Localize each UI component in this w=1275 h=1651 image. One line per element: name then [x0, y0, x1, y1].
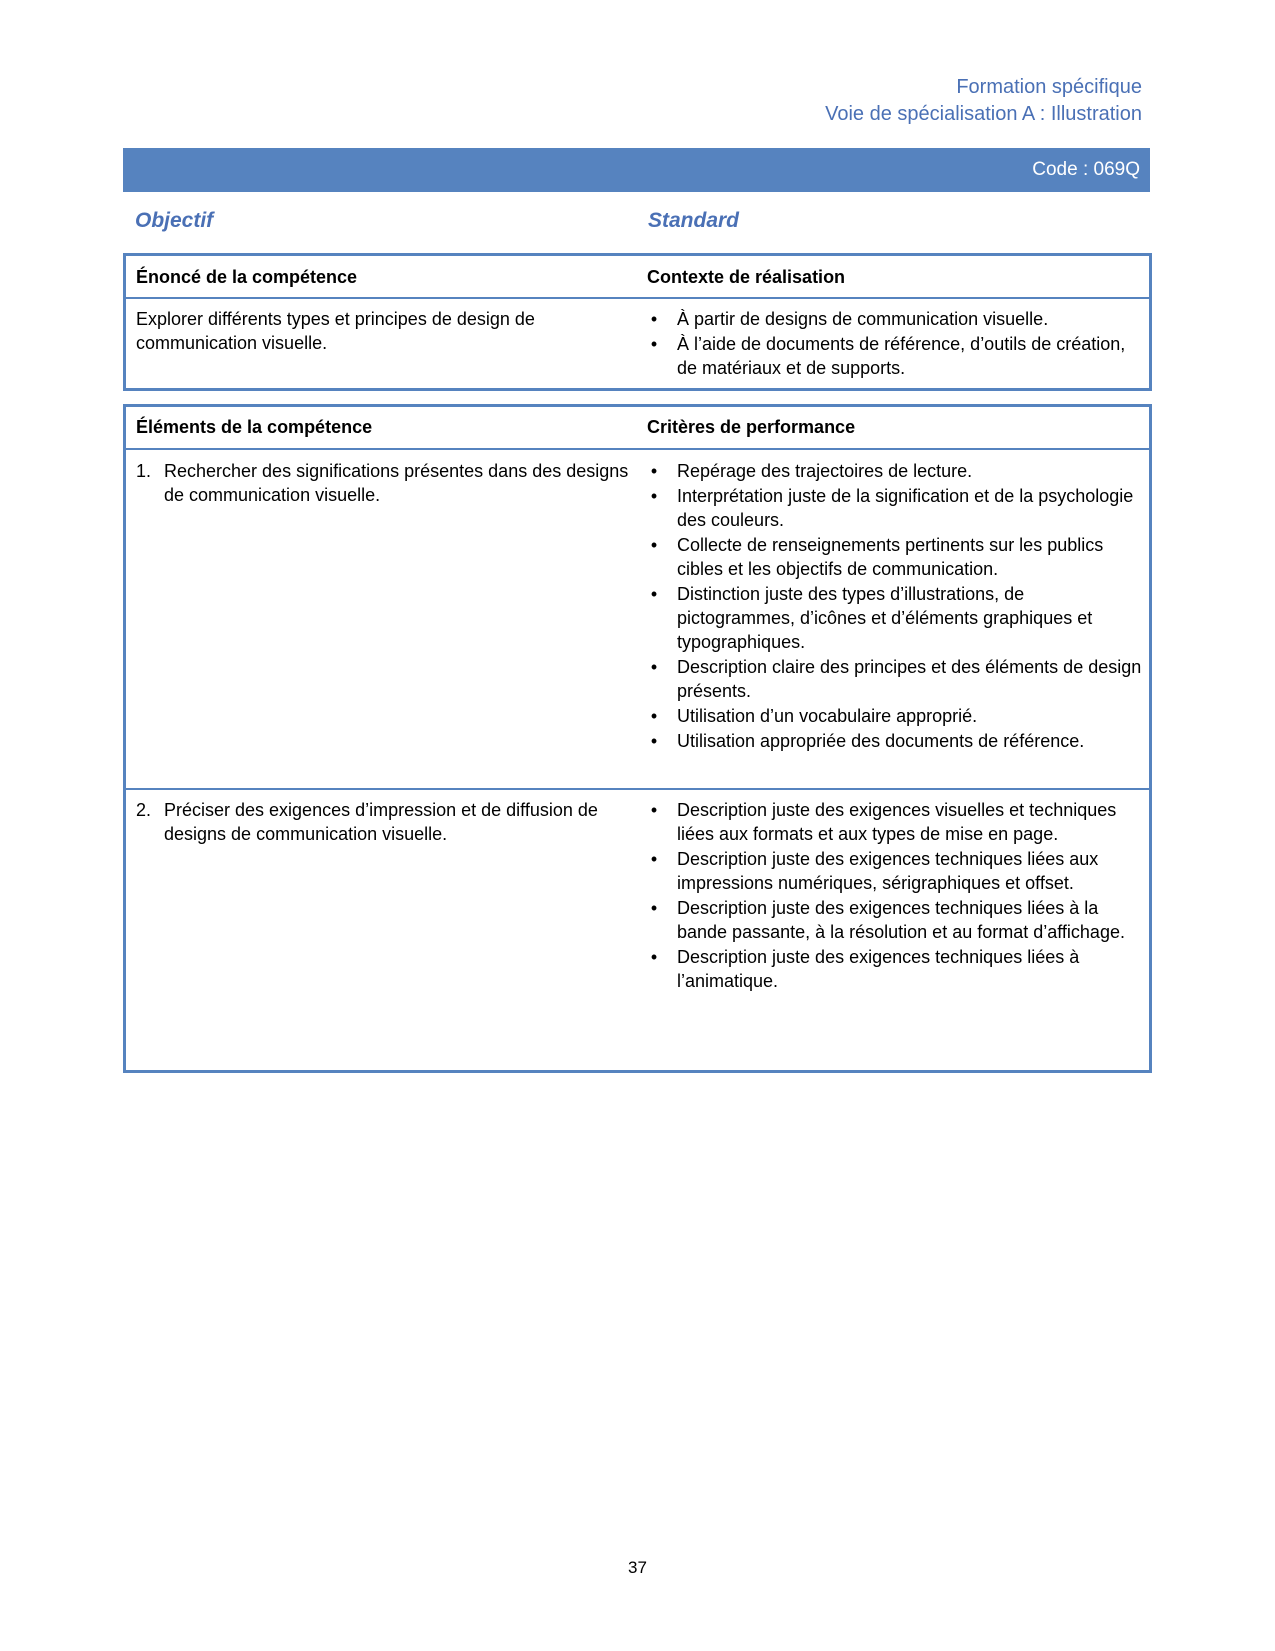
list-item: • Utilisation d’un vocabulaire approprié. [647, 704, 1142, 728]
list-item: • Utilisation appropriée des documents de référence. [647, 729, 1142, 753]
competence-statement-header: Énoncé de la compétence [136, 267, 358, 287]
list-item: • À l’aide de documents de référence, d’outils de création, de matériaux et de supports. [647, 332, 1142, 380]
element-number: 2. [136, 800, 152, 820]
criteria-list-2 [647, 798, 1142, 994]
bullet-icon: • [650, 584, 658, 604]
bullet-icon: • [650, 535, 658, 555]
criteria-header: Critères de performance [647, 417, 856, 437]
element-number: 1. [136, 461, 152, 481]
standard-heading: Standard [648, 209, 740, 232]
element-2 [136, 798, 634, 846]
list-item: • Description juste des exigences techniques liées aux impressions numériques, sérigraphiques et offset. [647, 847, 1142, 895]
bullet-icon: • [650, 309, 658, 329]
code-bar [123, 148, 1150, 192]
bullet-icon: • [650, 461, 658, 481]
bullet-icon: • [650, 947, 658, 967]
code-label: Code : 069Q [1032, 159, 1140, 180]
page-number: 37 [628, 1558, 647, 1577]
bullet-icon: • [650, 657, 658, 677]
bullet-icon: • [650, 898, 658, 918]
list-item: • Description juste des exigences techniques liées à l’animatique. [647, 945, 1142, 993]
program-title: Formation spécifique [956, 76, 1142, 98]
competence-table [123, 253, 1152, 391]
specialization-title: Voie de spécialisation A : Illustration [825, 103, 1142, 125]
list-item: • À partir de designs de communication visuelle. [647, 307, 1142, 331]
bullet-icon: • [650, 706, 658, 726]
bullet-icon: • [650, 849, 658, 869]
list-item: • Description claire des principes et des éléments de design présents. [647, 655, 1142, 703]
row-divider [126, 788, 1149, 790]
bullet-icon: • [650, 731, 658, 751]
list-item: • Description juste des exigences visuelles et techniques liées aux formats et aux types de mise en page. [647, 798, 1142, 846]
competence-statement: Explorer différents types et principes de design de communication visuelle. [136, 309, 535, 353]
context-header: Contexte de réalisation [647, 267, 846, 287]
list-item: • Collecte de renseignements pertinents sur les publics cibles et les objectifs de communication. [647, 533, 1142, 581]
elements-header: Éléments de la compétence [136, 417, 373, 437]
bullet-icon: • [650, 800, 658, 820]
bullet-icon: • [650, 486, 658, 506]
criteria-list-1 [647, 459, 1142, 754]
table-divider [126, 448, 1149, 450]
element-text: Préciser des exigences d’impression et de diffusion de designs de communication visuelle. [164, 800, 598, 844]
list-item: • Distinction juste des types d’illustrations, de pictogrammes, d’icônes et d’éléments graphiques et typographiques. [647, 582, 1142, 654]
elements-table [123, 404, 1152, 1073]
element-1 [136, 459, 634, 507]
table-divider [126, 297, 1149, 299]
objectif-heading: Objectif [135, 209, 214, 232]
context-list [647, 307, 1142, 381]
list-item: • Repérage des trajectoires de lecture. [647, 459, 1142, 483]
bullet-icon: • [650, 334, 658, 354]
element-text: Rechercher des significations présentes dans des designs de communication visuelle. [164, 461, 629, 505]
list-item: • Description juste des exigences techniques liées à la bande passante, à la résolution et au format d’affichage. [647, 896, 1142, 944]
list-item: • Interprétation juste de la signification et de la psychologie des couleurs. [647, 484, 1142, 532]
